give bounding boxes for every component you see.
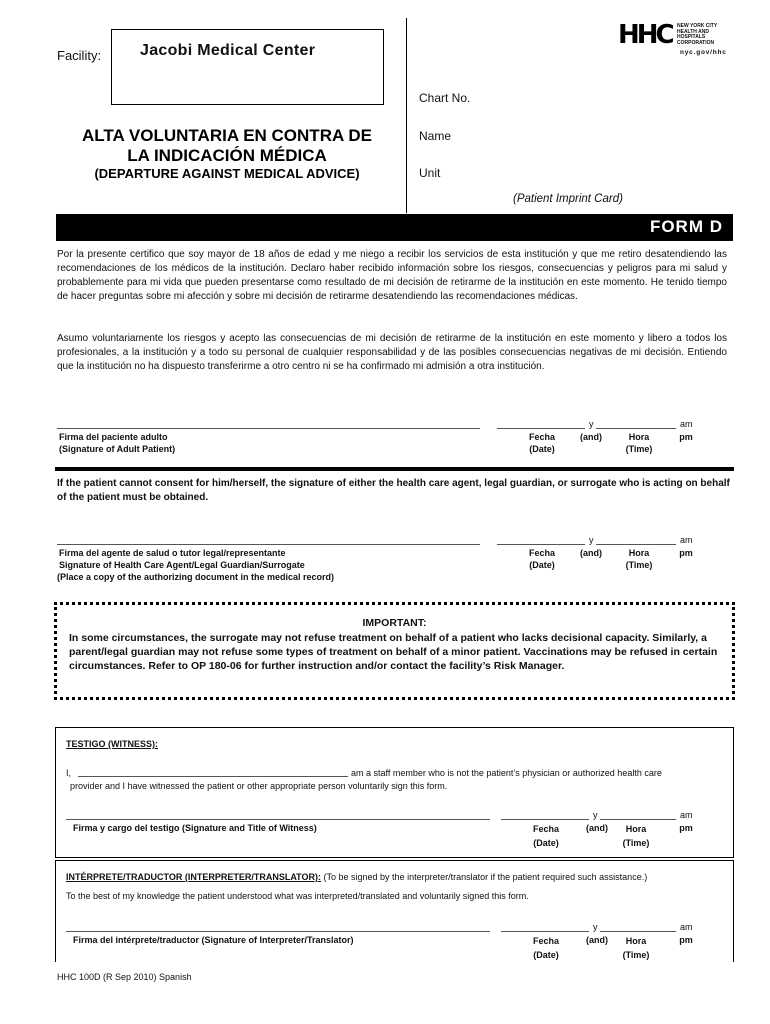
pm-label-1: pm	[679, 432, 693, 442]
important-body: In some circumstances, the surrogate may not refuse treatment on behalf of a patient who lacks decisional capacity. Similarly, a parent/legal guardian may not refuse some types of treatment on behalf of a minor patient. Vaccinations may be refused in certain circumstances. Refer to OP 180-06 for further instruction and/or contact the facility’s Risk Manager.	[69, 632, 718, 672]
date-label-1: Fecha (Date)	[528, 432, 555, 454]
pm-label-4: pm	[679, 935, 693, 945]
surrogate-note: If the patient cannot consent for him/herself, the signature of either the health care agent, legal guardian, or surrogate who is acting on behalf of the patient must be obtained.	[57, 478, 730, 503]
witness-signature-label: Firma y cargo del testigo (Signature and Title of Witness)	[73, 823, 317, 833]
interpreter-signature-label: Firma del intérprete/traductor (Signature of Interpreter/Translator)	[73, 935, 354, 945]
and-y-2: y	[589, 535, 594, 545]
form-code-footer: HHC 100D (R Sep 2010) Spanish	[57, 972, 192, 982]
witness-name-line[interactable]	[78, 776, 348, 777]
facility-name: Jacobi Medical Center	[140, 42, 316, 59]
and-label-3: (and)	[586, 823, 608, 833]
time-label-2: Hora (Time)	[625, 548, 653, 570]
and-y-4: y	[593, 922, 598, 932]
interpreter-heading-note: (To be signed by the interpreter/translator if the patient required such assistance.)	[323, 872, 648, 882]
date-line-4[interactable]	[501, 931, 589, 932]
logo-mark: HHC	[618, 20, 672, 50]
and-y-3: y	[593, 810, 598, 820]
consent-paragraph-1: Por la presente certifico que soy mayor de 18 años de edad y me niego a recibir los servicios de esta institución y que me retiro desatendiendo las recomendaciones de los médicos de la institución. Declaro haber recibido información sobre los riesgos, consecuencias y peligros para mi salud y probablemente para mi vida que pueden presentarse como resultado de mi decisión de retirarme de la institución en este momento. He tenido tiempo de hacer preguntas sobre mi afección y sobre mi decisión de retirarme desatendiendo las recomendaciones médicas.	[57, 249, 727, 302]
time-line-1[interactable]	[596, 428, 676, 429]
chart-no-label: Chart No.	[419, 91, 471, 105]
date-line-3[interactable]	[501, 819, 589, 820]
date-label-4: Fecha (Date)	[532, 936, 559, 960]
hhc-logo	[618, 22, 728, 62]
patient-imprint-label: (Patient Imprint Card)	[513, 193, 623, 205]
date-label-2: Fecha (Date)	[528, 548, 555, 570]
form-label-bar	[56, 214, 733, 241]
time-label-4: Hora (Time)	[622, 936, 650, 960]
patient-signature-line[interactable]	[57, 428, 480, 429]
pm-label-2: pm	[679, 548, 693, 558]
page-subtitle: (DEPARTURE AGAINST MEDICAL ADVICE)	[94, 166, 360, 181]
logo-text: NEW YORK CITY HEALTH AND HOSPITALS CORPORATION	[677, 23, 718, 46]
am-label-2: am	[680, 535, 693, 545]
surrogate-signature-line[interactable]	[57, 544, 480, 545]
time-line-3[interactable]	[600, 819, 676, 820]
interpreter-heading-row	[66, 871, 726, 883]
date-line-1[interactable]	[497, 428, 585, 429]
pm-label-3: pm	[679, 823, 693, 833]
unit-label: Unit	[419, 166, 441, 180]
important-title: IMPORTANT:	[362, 617, 427, 629]
header-divider	[406, 18, 407, 213]
facility-box[interactable]	[111, 29, 384, 105]
time-label-1: Hora (Time)	[625, 432, 653, 454]
interpreter-statement: To the best of my knowledge the patient understood what was interpreted/translated and voluntarily signed this form.	[66, 891, 529, 901]
am-label-4: am	[680, 922, 693, 932]
and-label-4: (and)	[586, 935, 608, 945]
time-label-3: Hora (Time)	[622, 824, 650, 848]
witness-text-2: provider and I have witnessed the patient or other appropriate person voluntarily sign this form.	[70, 781, 448, 791]
page-title: ALTA VOLUNTARIA EN CONTRA DE LA INDICACIÓN MÉDICA	[82, 126, 372, 165]
interpreter-heading: INTÉRPRETE/TRADUCTOR (INTERPRETER/TRANSLATOR):	[66, 872, 321, 882]
section-divider	[55, 467, 734, 471]
and-label-2: (and)	[580, 548, 602, 558]
witness-signature-line[interactable]	[66, 819, 490, 820]
am-label-1: am	[680, 419, 693, 429]
surrogate-signature-label: Firma del agente de salud o tutor legal/representante Signature of Health Care Agent/Legal Guardian/Surrogate (Place a copy of the authorizing document in the medical record)	[57, 548, 335, 582]
am-label-3: am	[680, 810, 693, 820]
and-y-1: y	[589, 419, 594, 429]
interpreter-signature-line[interactable]	[66, 931, 490, 932]
and-label-1: (and)	[580, 432, 602, 442]
logo-url: nyc.gov/hhc	[680, 49, 727, 56]
witness-prefix: I,	[66, 768, 72, 778]
facility-label: Facility:	[57, 48, 102, 63]
date-label-3: Fecha (Date)	[532, 824, 559, 848]
important-box	[54, 602, 735, 700]
date-line-2[interactable]	[497, 544, 585, 545]
form-label: FORM D	[649, 217, 723, 236]
consent-paragraph-2: Asumo voluntariamente los riesgos y acepto las consecuencias de mi decisión de retirarme de la institución en este momento y libero a todos los profesionales, a la institución y a todo su personal de cualquier responsabilidad y de las posibles consecuencias negativas de mi decisión. Entiendo que la institución no ha dispuesto transferirme a otro centro ni se ha confirmado mi admisión a otra institución.	[57, 333, 727, 372]
witness-text-1: am a staff member who is not the patient’s physician or authorized health care	[351, 768, 662, 778]
name-label: Name	[419, 129, 452, 143]
time-line-2[interactable]	[596, 544, 676, 545]
witness-heading: TESTIGO (WITNESS):	[66, 739, 158, 749]
time-line-4[interactable]	[600, 931, 676, 932]
patient-signature-label: Firma del paciente adulto (Signature of Adult Patient)	[59, 432, 176, 454]
